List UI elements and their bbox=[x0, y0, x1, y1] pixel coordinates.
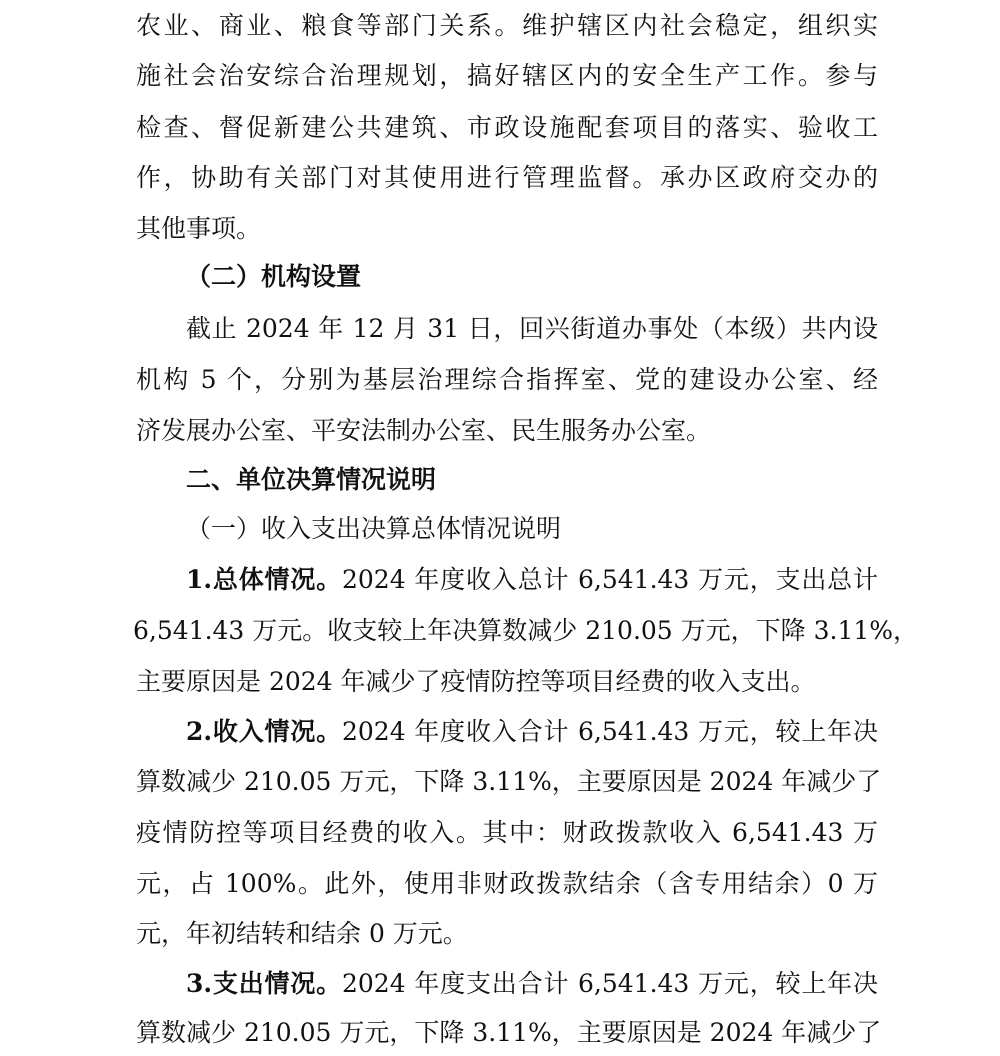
item-first-line bbox=[186, 966, 878, 1002]
paragraph-line: 元，年初结转和结余 0 万元。 bbox=[136, 919, 468, 948]
paragraph-line: 作，协助有关部门对其使用进行管理监督。承办区政府交办的 bbox=[136, 163, 878, 192]
paragraph-line: 农业、商业、粮食等部门关系。维护辖区内社会稳定，组织实 bbox=[136, 11, 878, 40]
paragraph-line: 截止 2024 年 12 月 31 日，回兴街道办事处（本级）共内设 bbox=[186, 314, 878, 343]
item-text: 2024 年度支出合计 6,541.43 万元，较上年决 bbox=[341, 969, 878, 998]
item-first-line bbox=[186, 714, 878, 750]
paragraph-line: 机构 5 个，分别为基层治理综合指挥室、党的建设办公室、经 bbox=[136, 365, 878, 394]
item-text: 2024 年度收入合计 6,541.43 万元，较上年决 bbox=[341, 717, 878, 746]
paragraph-line: 元，占 100%。此外，使用非财政拨款结余（含专用结余）0 万 bbox=[136, 869, 878, 898]
paragraph-line: 算数减少 210.05 万元，下降 3.11%，主要原因是 2024 年减少了 bbox=[136, 767, 882, 796]
item-first-line bbox=[186, 562, 878, 598]
subsection-heading: （一）收入支出决算总体情况说明 bbox=[186, 514, 562, 543]
paragraph-line: 其他事项。 bbox=[136, 214, 262, 243]
item-label: 3.支出情况。 bbox=[186, 969, 342, 998]
item-text: 2024 年度收入总计 6,541.43 万元，支出总计 bbox=[341, 565, 878, 594]
paragraph-line: 检查、督促新建公共建筑、市政设施配套项目的落实、验收工 bbox=[136, 113, 878, 142]
subsection-heading: （二）机构设置 bbox=[186, 262, 362, 291]
paragraph-line: 算数减少 210.05 万元，下降 3.11%，主要原因是 2024 年减少了 bbox=[136, 1018, 882, 1047]
paragraph-line: 施社会治安综合治理规划，搞好辖区内的安全生产工作。参与 bbox=[136, 61, 878, 90]
item-label: 2.收入情况。 bbox=[186, 717, 342, 746]
paragraph-line: 疫情防控等项目经费的收入。其中：财政拨款收入 6,541.43 万 bbox=[136, 818, 878, 847]
paragraph-line: 6,541.43 万元。收支较上年决算数减少 210.05 万元，下降 3.11%， bbox=[133, 616, 919, 645]
section-heading: 二、单位决算情况说明 bbox=[186, 465, 437, 494]
item-label: 1.总体情况。 bbox=[186, 565, 342, 594]
paragraph-line: 济发展办公室、平安法制办公室、民生服务办公室。 bbox=[136, 416, 712, 445]
paragraph-line: 主要原因是 2024 年减少了疫情防控等项目经费的收入支出。 bbox=[136, 667, 816, 696]
